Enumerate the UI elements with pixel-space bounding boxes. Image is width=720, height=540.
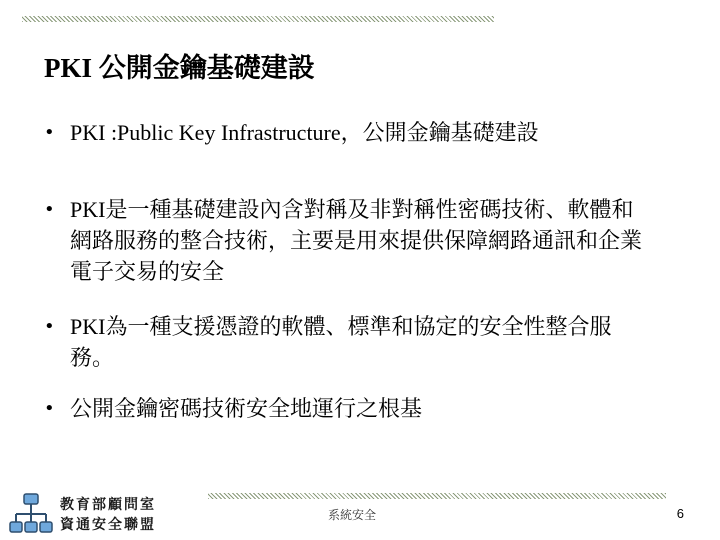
top-decorative-rule: [22, 16, 494, 22]
bullet-dot: •: [44, 122, 55, 143]
footer-logo: [8, 492, 158, 536]
bullet-dot: •: [44, 398, 55, 419]
bullet-item-1: [44, 117, 664, 148]
bullet-text-3: PKI為一種支援憑證的軟體、標準和協定的安全性整合服務。: [70, 314, 612, 370]
bullet-text-2: PKI是一種基礎建設內含對稱及非對稱性密碼技術、軟體和網路服務的整合技術，主要是用來提供保障網路通訊和企業電子交易的安全: [70, 197, 643, 284]
slide-title: PKI 公開金鑰基礎建設: [44, 53, 315, 83]
bullet-item-3: [44, 311, 664, 373]
bullet-text-4: 公開金鑰密碼技術安全地運行之根基: [70, 396, 423, 421]
logo-text-line2: 資通安全聯盟: [60, 517, 156, 533]
footer-course-title: 系統安全: [327, 508, 376, 522]
bullet-item-4: [44, 393, 664, 424]
bullet-dot: •: [44, 199, 55, 220]
network-tree-icon: [8, 492, 54, 536]
bullet-item-2: [44, 194, 664, 287]
logo-text-line1: 教育部顧問室: [60, 497, 156, 513]
bullet-text-1: PKI :Public Key Infrastructure，公開金鑰基礎建設: [70, 120, 539, 145]
bullet-dot: •: [44, 316, 55, 337]
page-number: 6: [676, 506, 684, 521]
bottom-decorative-rule: [208, 493, 666, 499]
